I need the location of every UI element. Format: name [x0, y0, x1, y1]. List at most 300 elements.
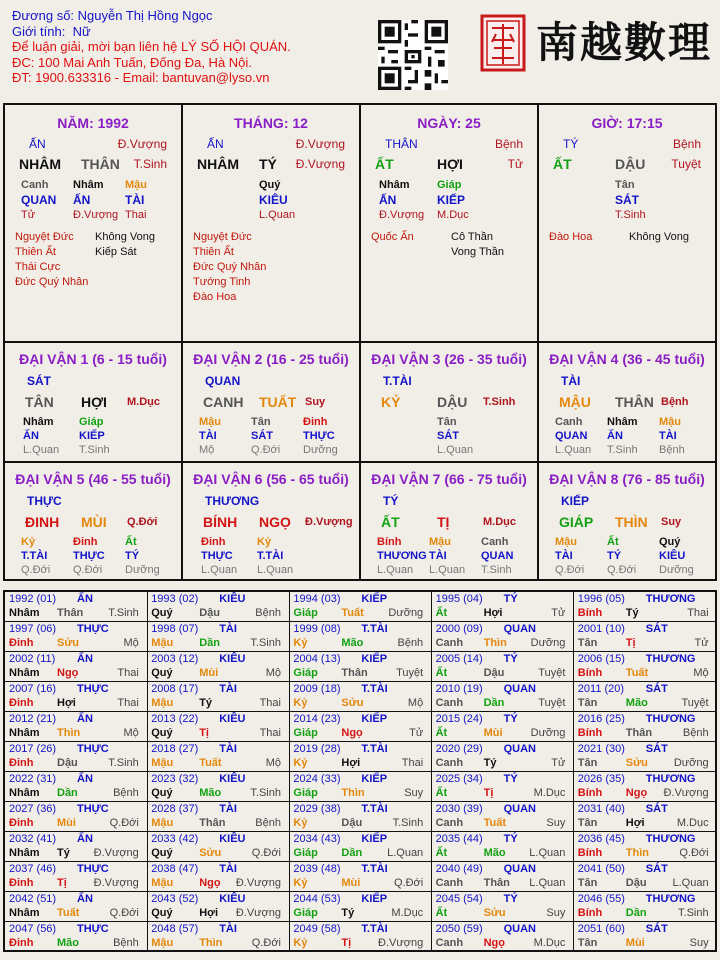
year-state: Bệnh	[113, 787, 139, 799]
year-god: KIẾP	[361, 653, 388, 665]
year-state: T.Sinh	[678, 907, 709, 919]
luck-branch: NGỌ	[259, 514, 291, 530]
star-good: Đào Hoa	[549, 231, 593, 243]
hidden-stem: Ất	[125, 536, 137, 548]
year-state: Bệnh	[255, 817, 281, 829]
luck-branch: TUẤT	[259, 394, 297, 410]
luck-pillar-title: ĐẠI VẬN 5 (46 - 55 tuổi)	[15, 471, 171, 487]
pillar-branch: TÝ	[259, 156, 277, 172]
hidden-state: Đ.Vượng	[379, 209, 425, 221]
year-label: 1997 (06)	[9, 623, 57, 635]
year-god: T.TÀI	[361, 743, 388, 755]
luck-pillar-title: ĐẠI VẬN 7 (66 - 75 tuổi)	[371, 471, 527, 487]
star-other: Kiếp Sát	[95, 246, 137, 258]
year-label: 2012 (21)	[9, 713, 57, 725]
year-cell[interactable]	[289, 622, 432, 652]
hidden-state: Dưỡng	[659, 564, 694, 576]
hidden-god: KIÊU	[259, 193, 288, 207]
hidden-stem: Tân	[437, 416, 457, 428]
year-cell[interactable]	[5, 742, 148, 772]
year-stem: Quý	[151, 667, 173, 679]
year-stem: Mậu	[151, 697, 174, 709]
year-stem: Canh	[435, 637, 464, 649]
year-cell[interactable]	[147, 892, 290, 922]
luck-pillar-cell	[539, 463, 715, 581]
year-god: SÁT	[645, 743, 668, 755]
pillar-branch-state: Tử	[507, 157, 523, 171]
year-branch: Tuất	[199, 757, 222, 769]
year-label: 1996 (05)	[577, 593, 625, 605]
year-branch: Sửu	[625, 757, 648, 769]
year-god: TÀI	[219, 743, 237, 755]
star-good: Thái Cực	[15, 261, 61, 273]
luck-branch-state: Q.Đới	[127, 516, 158, 528]
year-cell[interactable]	[289, 832, 432, 862]
pillar-stem-god: ẤN	[207, 137, 224, 151]
year-god: SÁT	[645, 923, 668, 935]
year-cell[interactable]	[574, 772, 717, 802]
year-branch: Tị	[483, 787, 494, 799]
year-branch: Mão	[341, 637, 364, 649]
hidden-stem: Nhâm	[607, 416, 638, 428]
year-cell[interactable]	[289, 892, 432, 922]
hidden-stem: Canh	[21, 179, 49, 191]
year-label: 2050 (59)	[435, 923, 483, 935]
hidden-state: L.Quan	[201, 564, 238, 576]
year-cell[interactable]	[147, 772, 290, 802]
year-label: 2015 (24)	[435, 713, 483, 725]
star-good: Nguyệt Đức	[15, 231, 74, 243]
pillar-branch: HỢI	[437, 156, 463, 172]
year-cell[interactable]	[574, 592, 717, 622]
year-stem: Canh	[435, 757, 464, 769]
year-cell[interactable]	[147, 592, 290, 622]
luck-pillar-title: ĐẠI VẬN 8 (76 - 85 tuổi)	[549, 471, 705, 487]
year-stem: Nhâm	[9, 667, 40, 679]
year-cell[interactable]	[5, 682, 148, 712]
year-stem: Mậu	[151, 757, 174, 769]
year-branch: Tuất	[483, 817, 506, 829]
luck-stem: BÍNH	[203, 514, 238, 530]
luck-stem-god: SÁT	[27, 374, 51, 388]
year-cell[interactable]	[5, 772, 148, 802]
year-cell[interactable]	[432, 742, 575, 772]
year-cell[interactable]	[147, 832, 290, 862]
year-god: KIÊU	[219, 833, 246, 845]
year-cell[interactable]	[147, 862, 290, 892]
luck-branch: THÂN	[615, 394, 654, 410]
year-label: 2002 (11)	[9, 653, 56, 665]
hidden-stem: Nhâm	[379, 179, 410, 191]
luck-branch-state: Suy	[661, 516, 682, 528]
luck-pillar-title: ĐẠI VẬN 3 (26 - 35 tuổi)	[371, 351, 527, 367]
hidden-god: KIẾP	[79, 430, 105, 442]
year-god: KIÊU	[219, 653, 246, 665]
year-label: 2005 (14)	[435, 653, 483, 665]
year-cell[interactable]	[289, 712, 432, 742]
year-stem: Mậu	[151, 817, 174, 829]
year-label: 2014 (23)	[293, 713, 341, 725]
year-cell[interactable]	[147, 922, 290, 952]
year-cell[interactable]	[574, 802, 717, 832]
year-cell[interactable]	[289, 742, 432, 772]
year-stem: Quý	[151, 787, 173, 799]
year-god: TÝ	[503, 833, 518, 845]
year-god: QUAN	[503, 683, 536, 695]
hidden-stem: Ất	[607, 536, 619, 548]
hidden-state: Dưỡng	[303, 444, 338, 456]
year-state: M.Dục	[533, 787, 566, 799]
year-cell[interactable]	[574, 862, 717, 892]
year-cell[interactable]	[432, 892, 575, 922]
year-branch: Dần	[57, 787, 78, 799]
year-label: 2031 (40)	[577, 803, 625, 815]
year-state: Tuyệt	[396, 667, 424, 679]
year-cell[interactable]	[147, 682, 290, 712]
luck-stem: CANH	[203, 394, 244, 410]
luck-branch: HỢI	[81, 394, 107, 410]
star-good: Tướng Tinh	[193, 276, 251, 288]
hidden-god: TÝ	[125, 550, 140, 562]
pillar-stem-state: Đ.Vượng	[295, 137, 345, 151]
year-stem: Nhâm	[9, 907, 40, 919]
luck-stem-god: THỰC	[27, 494, 62, 508]
year-branch: Tị	[625, 637, 636, 649]
year-cell[interactable]	[147, 622, 290, 652]
pillar-branch-state: T.Sinh	[133, 157, 167, 171]
year-label: 2009 (18)	[293, 683, 341, 695]
hidden-god: KIÊU	[659, 550, 686, 562]
year-cell[interactable]	[5, 592, 148, 622]
year-label: 2049 (58)	[293, 923, 341, 935]
year-state: Tuyệt	[538, 697, 566, 709]
year-god: THƯƠNG	[645, 833, 696, 845]
hidden-stem: Đinh	[303, 416, 328, 428]
year-branch: Mão	[57, 937, 79, 949]
hidden-stem: Canh	[481, 536, 509, 548]
header-info	[12, 8, 372, 86]
luck-branch-state: M.Dục	[127, 396, 160, 408]
star-other: Vong Thần	[451, 246, 505, 258]
hidden-stem: Bính	[377, 536, 402, 548]
year-cell[interactable]	[289, 922, 432, 952]
year-cell[interactable]	[5, 862, 148, 892]
year-label: 2011 (20)	[577, 683, 625, 695]
year-state: Bệnh	[255, 607, 281, 619]
year-label: 2029 (38)	[293, 803, 341, 815]
hidden-god: TÀI	[199, 430, 217, 442]
year-branch: Thân	[341, 667, 368, 679]
year-cell[interactable]	[432, 772, 575, 802]
hidden-god: QUAN	[555, 430, 588, 442]
pillar-stem-state: Bệnh	[672, 137, 701, 151]
year-label: 2008 (17)	[151, 683, 199, 695]
year-state: Tuyệt	[681, 697, 709, 709]
star-good: Nguyệt Đức	[193, 231, 252, 243]
year-god: TÝ	[503, 593, 518, 605]
year-god: THỰC	[77, 623, 109, 635]
year-stem: Quý	[151, 847, 173, 859]
hidden-god: SÁT	[615, 193, 639, 207]
year-cell[interactable]	[289, 682, 432, 712]
year-label: 2038 (47)	[151, 863, 199, 875]
year-label: 1994 (03)	[293, 593, 341, 605]
year-cell[interactable]	[432, 862, 575, 892]
owner-name: Đương số: Nguyễn Thị Hồng Ngọc	[12, 8, 213, 23]
year-cell[interactable]	[289, 772, 432, 802]
luck-pillar-cell	[361, 343, 537, 461]
year-stem: Ất	[435, 907, 448, 919]
pillar-cell	[361, 105, 537, 341]
year-state: Q.Đới	[251, 847, 281, 859]
year-stem: Giáp	[293, 607, 318, 619]
hidden-stem: Nhâm	[23, 416, 54, 428]
luck-branch-state: Suy	[305, 396, 326, 408]
year-cell[interactable]	[574, 742, 717, 772]
year-cell[interactable]	[574, 922, 717, 952]
year-cell[interactable]	[5, 712, 148, 742]
hidden-god: SÁT	[437, 430, 459, 442]
year-state: T.Sinh	[108, 607, 139, 619]
year-cell[interactable]	[574, 892, 717, 922]
year-god: THỰC	[77, 683, 109, 695]
year-stem: Ất	[435, 847, 448, 859]
hidden-stem: Giáp	[79, 416, 104, 428]
luck-pillar-title: ĐẠI VẬN 1 (6 - 15 tuổi)	[19, 351, 167, 367]
year-stem: Đinh	[9, 757, 34, 769]
year-stem: Mậu	[151, 637, 174, 649]
hidden-god: QUAN	[481, 550, 514, 562]
hidden-state: Q.Đới	[251, 444, 281, 456]
hidden-state: Mộ	[199, 444, 215, 456]
year-cell[interactable]	[432, 652, 575, 682]
year-cell[interactable]	[574, 652, 717, 682]
year-stem: Giáp	[293, 907, 318, 919]
year-cell[interactable]	[574, 622, 717, 652]
hidden-god: SÁT	[251, 430, 273, 442]
hidden-god: ẤN	[379, 193, 397, 207]
year-cell[interactable]	[432, 622, 575, 652]
year-stem: Bính	[577, 907, 603, 919]
year-stem: Bính	[577, 607, 603, 619]
year-cell[interactable]	[147, 742, 290, 772]
year-branch: Thìn	[199, 937, 223, 949]
year-state: L.Quan	[387, 847, 424, 859]
year-label: 2001 (10)	[577, 623, 625, 635]
hidden-god: KIẾP	[437, 193, 466, 207]
year-cell[interactable]	[432, 682, 575, 712]
hidden-stem: Tân	[615, 179, 635, 191]
year-label: 2042 (51)	[9, 893, 57, 905]
pillar-branch: THÂN	[81, 156, 120, 172]
year-label: 2013 (22)	[151, 713, 199, 725]
year-stem: Đinh	[9, 697, 34, 709]
pillar-title: NĂM: 1992	[57, 115, 129, 131]
year-cell[interactable]	[289, 802, 432, 832]
pillar-cell	[5, 105, 181, 341]
qr-code[interactable]	[378, 20, 448, 90]
year-stem: Quý	[151, 907, 173, 919]
star-other: Không Vong	[95, 231, 155, 243]
year-god: TÝ	[503, 773, 518, 785]
year-branch: Hợi	[341, 757, 361, 769]
year-cell[interactable]	[147, 802, 290, 832]
year-stem: Nhâm	[9, 607, 40, 619]
year-stem: Bính	[577, 727, 603, 739]
luck-branch-state: Đ.Vượng	[305, 516, 353, 528]
year-state: M.Dục	[391, 907, 424, 919]
year-cell[interactable]	[5, 802, 148, 832]
star-other: Không Vong	[629, 231, 689, 243]
year-stem: Canh	[435, 817, 464, 829]
year-god: KIÊU	[219, 773, 246, 785]
year-god: THƯƠNG	[645, 893, 696, 905]
year-label: 2025 (34)	[435, 773, 483, 785]
annual-luck-table	[3, 590, 717, 952]
luck-branch: DẬU	[437, 394, 468, 410]
year-label: 2016 (25)	[577, 713, 625, 725]
year-stem: Bính	[577, 847, 603, 859]
year-stem: Tân	[577, 697, 598, 709]
year-branch: Thìn	[625, 847, 650, 859]
hidden-state: L.Quan	[429, 564, 466, 576]
year-branch: Sửu	[199, 847, 222, 859]
year-branch: Hợi	[199, 907, 219, 919]
year-cell[interactable]	[432, 802, 575, 832]
year-branch: Thân	[625, 727, 653, 739]
year-state: Đ.Vượng	[235, 907, 281, 919]
year-cell[interactable]	[5, 922, 148, 952]
gender-line	[12, 24, 372, 40]
luck-pillar-title: ĐẠI VẬN 2 (16 - 25 tuổi)	[193, 351, 349, 367]
year-stem: Quý	[151, 727, 173, 739]
luck-stem-god: THƯƠNG	[205, 494, 260, 508]
year-state: Thai	[401, 757, 424, 769]
year-state: Đ.Vượng	[663, 787, 709, 799]
year-label: 2048 (57)	[151, 923, 199, 935]
year-branch: Tý	[199, 697, 213, 709]
year-cell[interactable]	[574, 712, 717, 742]
year-cell[interactable]	[289, 592, 432, 622]
year-cell[interactable]	[289, 652, 432, 682]
year-cell[interactable]	[432, 712, 575, 742]
year-god: T.TÀI	[361, 863, 388, 875]
year-god: SÁT	[645, 803, 668, 815]
year-cell[interactable]	[5, 652, 148, 682]
year-cell[interactable]	[432, 832, 575, 862]
year-branch: Dậu	[625, 877, 647, 889]
star-good: Đào Hoa	[193, 291, 237, 303]
year-god: SÁT	[645, 623, 668, 635]
year-stem: Nhâm	[9, 847, 40, 859]
year-cell[interactable]	[147, 712, 290, 742]
year-god: ẤN	[77, 653, 93, 665]
year-label: 2041 (50)	[577, 863, 625, 875]
year-god: QUAN	[503, 743, 536, 755]
year-branch: Thìn	[341, 787, 365, 799]
year-branch: Mùi	[341, 877, 361, 889]
year-label: 2046 (55)	[577, 893, 625, 905]
luck-stem: GIÁP	[559, 514, 594, 530]
year-label: 2020 (29)	[435, 743, 483, 755]
year-stem: Kỷ	[293, 697, 308, 709]
year-label: 2034 (43)	[293, 833, 341, 845]
year-cell[interactable]	[147, 652, 290, 682]
year-state: Suy	[546, 907, 566, 919]
year-label: 2036 (45)	[577, 833, 625, 845]
year-label: 2024 (33)	[293, 773, 341, 785]
hidden-stem: Canh	[555, 416, 583, 428]
pillar-stem: NHÂM	[197, 156, 239, 172]
star-good: Thiên Ất	[193, 246, 234, 258]
year-branch: Ngọ	[199, 877, 221, 889]
year-stem: Đinh	[9, 937, 34, 949]
year-branch: Mão	[199, 787, 222, 799]
year-state: Tử	[694, 637, 709, 649]
hidden-god: THỰC	[201, 550, 233, 562]
pillar-title: THÁNG: 12	[234, 115, 308, 131]
year-state: Suy	[546, 817, 566, 829]
year-label: 2017 (26)	[9, 743, 57, 755]
year-label: 2022 (31)	[9, 773, 57, 785]
hidden-stem: Quý	[259, 179, 281, 191]
year-branch: Tý	[341, 907, 355, 919]
star-good: Đức Quý Nhân	[193, 261, 267, 273]
year-stem: Mậu	[151, 937, 174, 949]
year-branch: Sửu	[57, 637, 80, 649]
year-stem: Đinh	[9, 817, 34, 829]
year-label: 2030 (39)	[435, 803, 483, 815]
year-stem: Canh	[435, 697, 464, 709]
pillar-stem-god: TÝ	[563, 137, 579, 151]
year-branch: Mùi	[57, 817, 76, 829]
pillar-branch-state: Tuyệt	[671, 157, 701, 171]
year-state: T.Sinh	[392, 817, 424, 829]
year-god: TÀI	[219, 863, 237, 875]
year-branch: Dần	[625, 907, 647, 919]
year-branch: Tý	[625, 607, 639, 619]
year-label: 2032 (41)	[9, 833, 57, 845]
year-cell[interactable]	[5, 622, 148, 652]
hidden-stem: Kỷ	[257, 536, 272, 548]
year-cell[interactable]	[432, 592, 575, 622]
hidden-state: T.Sinh	[607, 444, 638, 456]
year-cell[interactable]	[289, 862, 432, 892]
luck-stem-god: KIẾP	[561, 494, 590, 508]
year-cell[interactable]	[5, 832, 148, 862]
phone-email[interactable]: ĐT: 1900.633316 - Email: bantuvan@lyso.vn	[12, 70, 270, 85]
year-cell[interactable]	[574, 682, 717, 712]
year-state: M.Dục	[676, 817, 709, 829]
year-god: TÝ	[503, 893, 518, 905]
year-branch: Thìn	[57, 727, 81, 739]
year-label: 2051 (60)	[577, 923, 625, 935]
year-god: KIẾP	[361, 713, 388, 725]
year-god: ẤN	[77, 893, 93, 905]
year-state: Bệnh	[113, 937, 139, 949]
year-branch: Dậu	[57, 757, 78, 769]
gender-label: Giới tính:	[12, 23, 66, 39]
year-cell[interactable]	[5, 892, 148, 922]
year-state: L.Quan	[672, 877, 709, 889]
year-label: 2004 (13)	[293, 653, 341, 665]
year-cell[interactable]	[432, 922, 575, 952]
star-good: Quốc Ấn	[371, 231, 414, 243]
year-god: T.TÀI	[361, 923, 388, 935]
year-cell[interactable]	[574, 832, 717, 862]
hidden-state: Q.Đới	[21, 564, 51, 576]
luck-branch-state: M.Dục	[483, 516, 516, 528]
